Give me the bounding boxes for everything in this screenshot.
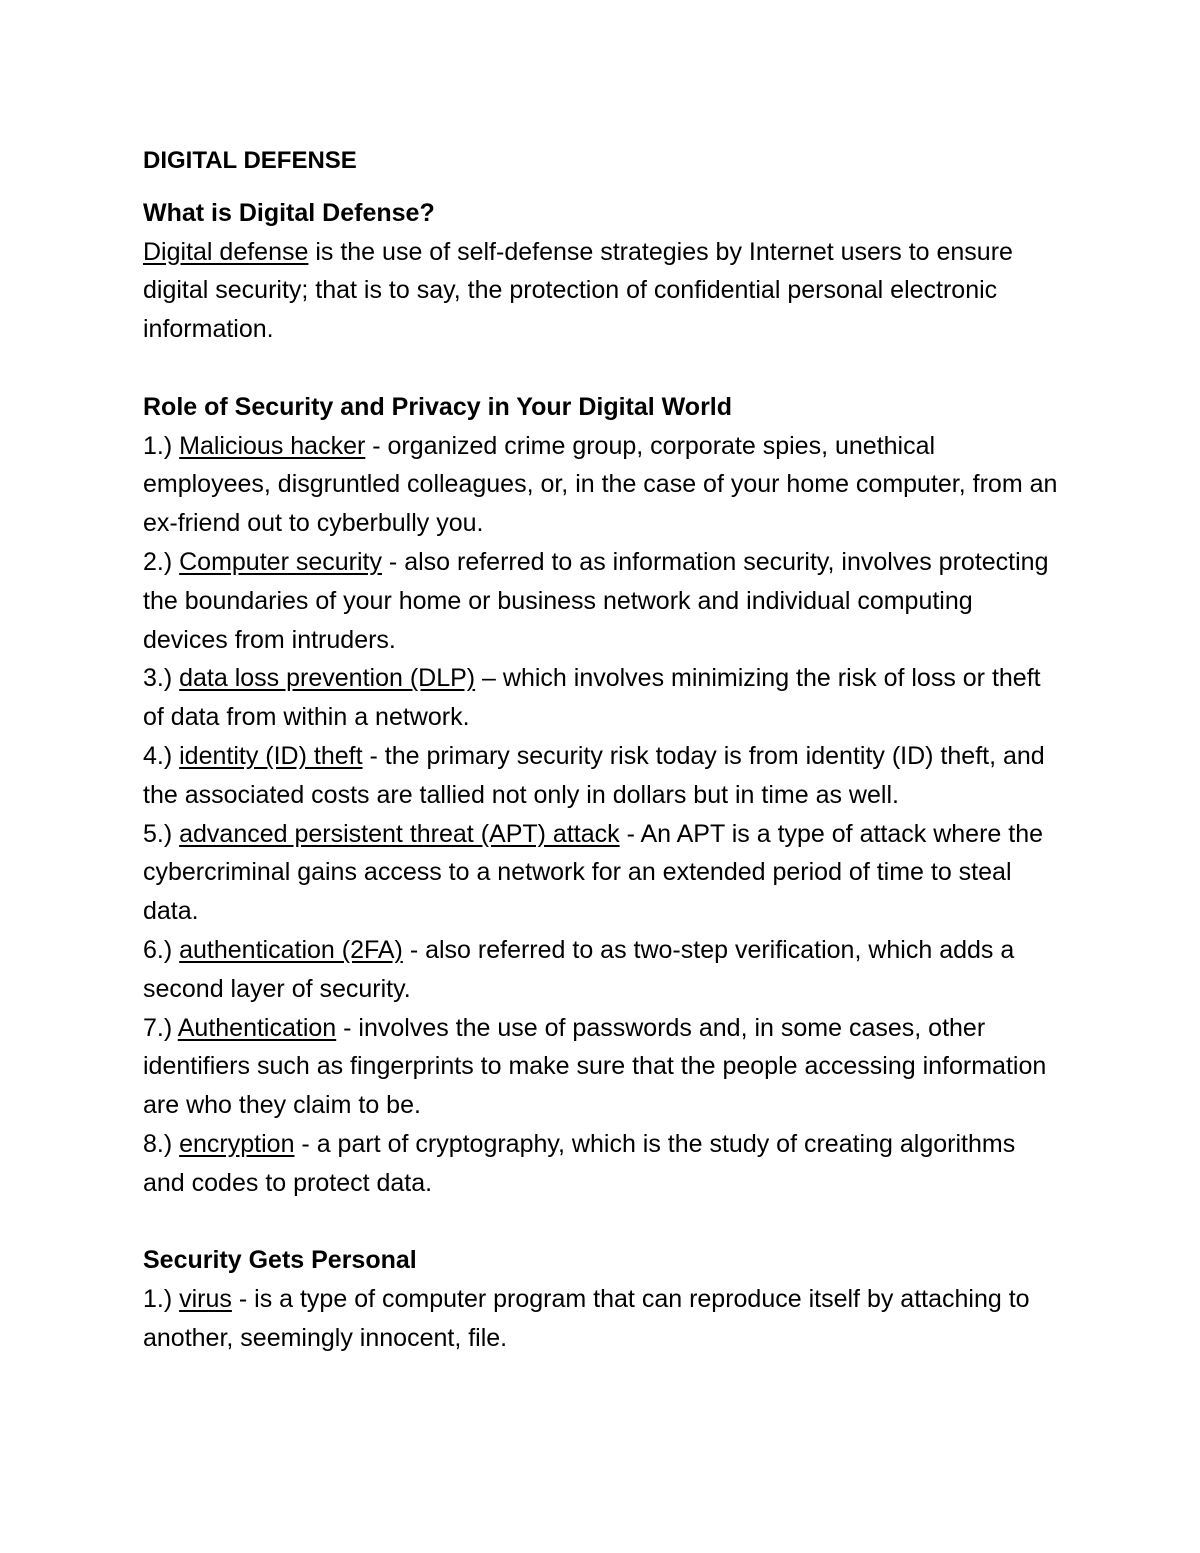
item-number: 7.) xyxy=(143,1013,178,1042)
item-definition: - a part of cryptography, which is the study of creating algorithms and codes to protect data. xyxy=(143,1129,1016,1197)
item-number: 1.) xyxy=(143,431,180,460)
role-item-7 xyxy=(143,1009,1063,1125)
role-item-3 xyxy=(143,659,1063,737)
paragraph-gap xyxy=(143,1203,1063,1242)
item-number: 1.) xyxy=(143,1285,180,1314)
item-number: 5.) xyxy=(143,819,180,848)
item-definition: - organized crime group, corporate spies, unethical employees, disgruntled colleagues, or, in the case of your home computer, from an ex-friend out to cyberbully you. xyxy=(143,431,1058,538)
item-definition: - also referred to as two-step verification, which adds a second layer of security. xyxy=(143,935,1015,1003)
role-item-1 xyxy=(143,427,1063,543)
item-definition: - An APT is a type of attack where the cybercriminal gains access to a network for an extended period of time to steal data. xyxy=(143,819,1044,926)
role-item-6 xyxy=(143,931,1063,1009)
item-definition: - involves the use of passwords and, in some cases, other identifiers such as fingerprints to make sure that the people accessing information are who they claim to be. xyxy=(143,1013,1047,1120)
item-term: virus xyxy=(179,1285,232,1314)
personal-item-1 xyxy=(143,1280,1063,1358)
personal-section-heading: Security Gets Personal xyxy=(143,1246,417,1275)
role-item-2 xyxy=(143,543,1063,659)
document-body xyxy=(143,142,1063,1358)
item-definition: - also referred to as information security, involves protecting the boundaries of your home or business network and individual computing devices from intruders. xyxy=(143,547,1049,654)
item-term: Authentication xyxy=(177,1013,337,1042)
item-term: authentication (2FA) xyxy=(179,935,403,964)
item-number: 2.) xyxy=(143,547,180,576)
item-term: encryption xyxy=(179,1129,295,1158)
item-term: identity (ID) theft xyxy=(179,741,363,770)
intro-heading: What is Digital Defense? xyxy=(143,198,435,227)
intro-term: Digital defense xyxy=(143,237,309,266)
role-item-5 xyxy=(143,815,1063,931)
item-number: 6.) xyxy=(143,935,180,964)
item-number: 8.) xyxy=(143,1129,180,1158)
role-item-4 xyxy=(143,737,1063,815)
item-definition: - is a type of computer program that can reproduce itself by attaching to another, seemingly innocent, file. xyxy=(143,1285,1030,1352)
item-term: Computer security xyxy=(179,547,382,576)
item-term: data loss prevention (DLP) xyxy=(179,664,476,693)
intro-paragraph xyxy=(143,233,1063,349)
item-number: 3.) xyxy=(143,664,180,693)
item-term: advanced persistent threat (APT) attack xyxy=(179,819,620,848)
document-title: DIGITAL DEFENSE xyxy=(143,147,357,174)
role-item-8 xyxy=(143,1125,1063,1203)
item-number: 4.) xyxy=(143,741,180,770)
item-definition: - the primary security risk today is from identity (ID) theft, and the associated costs are tallied not only in dollars but in time as well. xyxy=(143,741,1045,809)
item-definition: – which involves minimizing the risk of loss or theft of data from within a network. xyxy=(143,664,1041,732)
paragraph-gap xyxy=(143,349,1063,388)
intro-definition: is the use of self-defense strategies by Internet users to ensure digital security; that is to say, the protection of confidential personal electronic information. xyxy=(143,237,1013,344)
role-section-heading: Role of Security and Privacy in Your Digital World xyxy=(143,392,733,421)
item-term: Malicious hacker xyxy=(179,431,366,460)
